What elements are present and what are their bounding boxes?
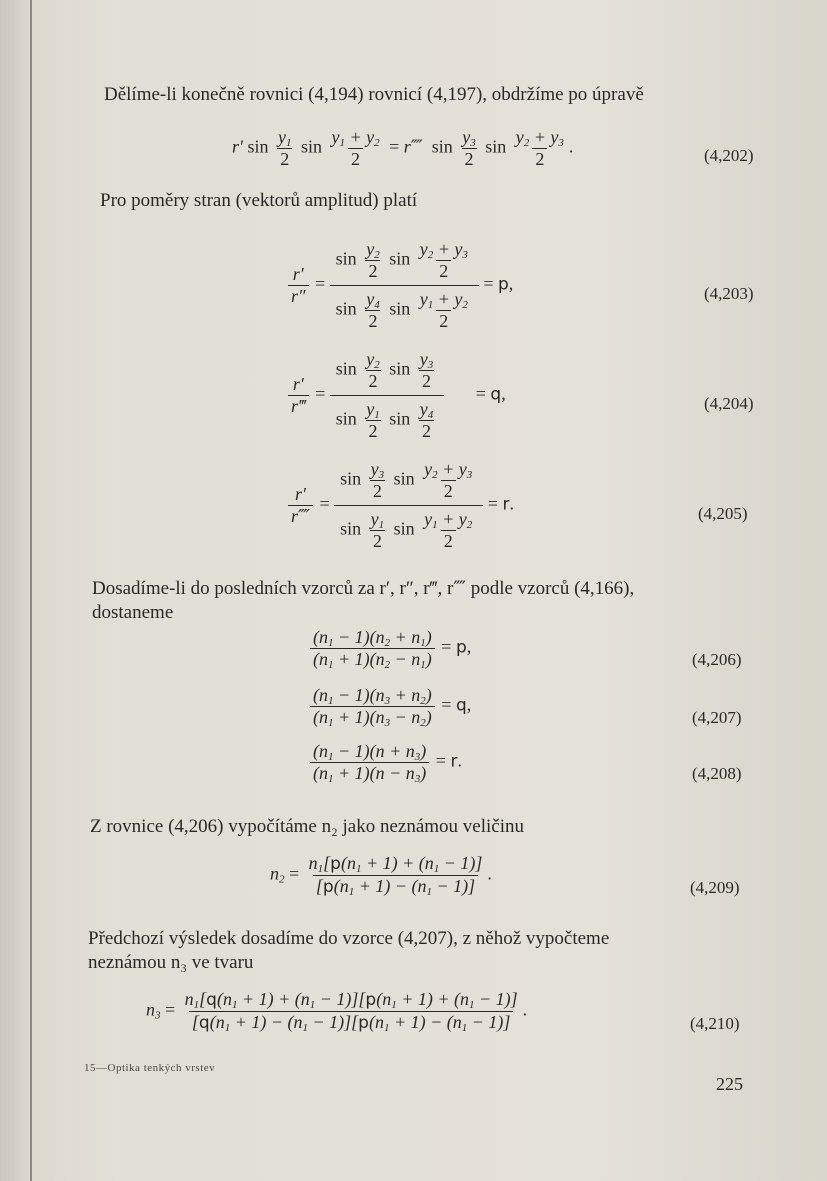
equation-4-210: $n_3$ = $\frac{n_1[q(n_1 + 1) + (n_1 - 1)][p(n_1 + 1) + (n_1 - 1)]}{[q(n_1 + 1) - (n_1 - 1)][p(n_1 + 1) - (n_1 - 1)]}$ . (146, 989, 528, 1034)
equation-number-4-206: (4,206) (692, 650, 742, 669)
equation-4-203: $\frac{r'}{r''}$ = sin $\frac{y_2}{2}$ sin $\frac{y_2 + y_3}{2}$ sin $\frac{y_4}{2}$ sin $\frac{y_1 + y_2}{2}$ = p, (286, 240, 513, 331)
paragraph-compute-n2: Z rovnice (4,206) vypočítáme n₂ jako neznámou veličinu (90, 816, 524, 837)
book-spine-shadow (30, 0, 32, 1181)
equation-4-209: $n_2$ = $\frac{n_1[p(n_1 + 1) + (n_1 - 1)]}{[p(n_1 + 1) - (n_1 - 1)]}$ . (270, 853, 492, 898)
footer-signature: 15—Optika tenkých vrstev (84, 1062, 216, 1074)
equation-4-207: $\frac{(n_1 - 1)(n_3 + n_2)}{(n_1 + 1)(n_3 - n_2)}$ = q, (308, 686, 471, 727)
equation-number-4-207: (4,207) (692, 708, 742, 727)
equation-number-4-202: (4,202) (704, 146, 754, 165)
equation-number-4-210: (4,210) (690, 1014, 740, 1033)
paragraph-substitute-line1: Dosadíme-li do posledních vzorců za r′, r″, r‴, r⁗ podle vzorců (4,166), (92, 578, 635, 599)
paragraph-compute-n3-line1: Předchozí výsledek dosadíme do vzorce (4,207), z něhož vypočteme (88, 928, 610, 949)
paragraph-ratios: Pro poměry stran (vektorů amplitud) platí (100, 190, 418, 211)
equation-number-4-208: (4,208) (692, 764, 742, 783)
equation-4-205: $\frac{r'}{r⁗}$ = sin $\frac{y_3}{2}$ sin $\frac{y_2 + y_3}{2}$ sin $\frac{y_1}{2}$ sin $\frac{y_1 + y_2}{2}$ = r. (286, 460, 514, 551)
page-number: 225 (716, 1074, 743, 1094)
equation-4-202: r′ sin $\frac{y_1}{2}$ sin $\frac{y_1 + y_2}{2}$ = r⁗ sin $\frac{y_3}{2}$ sin $\frac{y_2 + y_3}{2}$ . (232, 127, 574, 169)
equation-number-4-205: (4,205) (698, 504, 748, 523)
equation-4-206: $\frac{(n_1 - 1)(n_2 + n_1)}{(n_1 + 1)(n_2 - n_1)}$ = p, (308, 628, 471, 669)
equation-4-208: $\frac{(n_1 - 1)(n + n_3)}{(n_1 + 1)(n - n_3)}$ = r. (308, 742, 462, 783)
paragraph-compute-n3-line2: neznámou n₃ ve tvaru (88, 952, 254, 973)
equation-number-4-204: (4,204) (704, 394, 754, 413)
equation-4-204: $\frac{r'}{r‴}$ = sin $\frac{y_2}{2}$ sin $\frac{y_3}{2}$ sin $\frac{y_1}{2}$ sin $\frac{y_4}{2}$ = q, (286, 350, 506, 441)
equation-number-4-203: (4,203) (704, 284, 754, 303)
paragraph-intro: Dělíme-li konečně rovnici (4,194) rovnicí (4,197), obdržíme po úpravě (104, 84, 644, 105)
equation-number-4-209: (4,209) (690, 878, 740, 897)
paragraph-substitute-line2: dostaneme (92, 602, 174, 623)
